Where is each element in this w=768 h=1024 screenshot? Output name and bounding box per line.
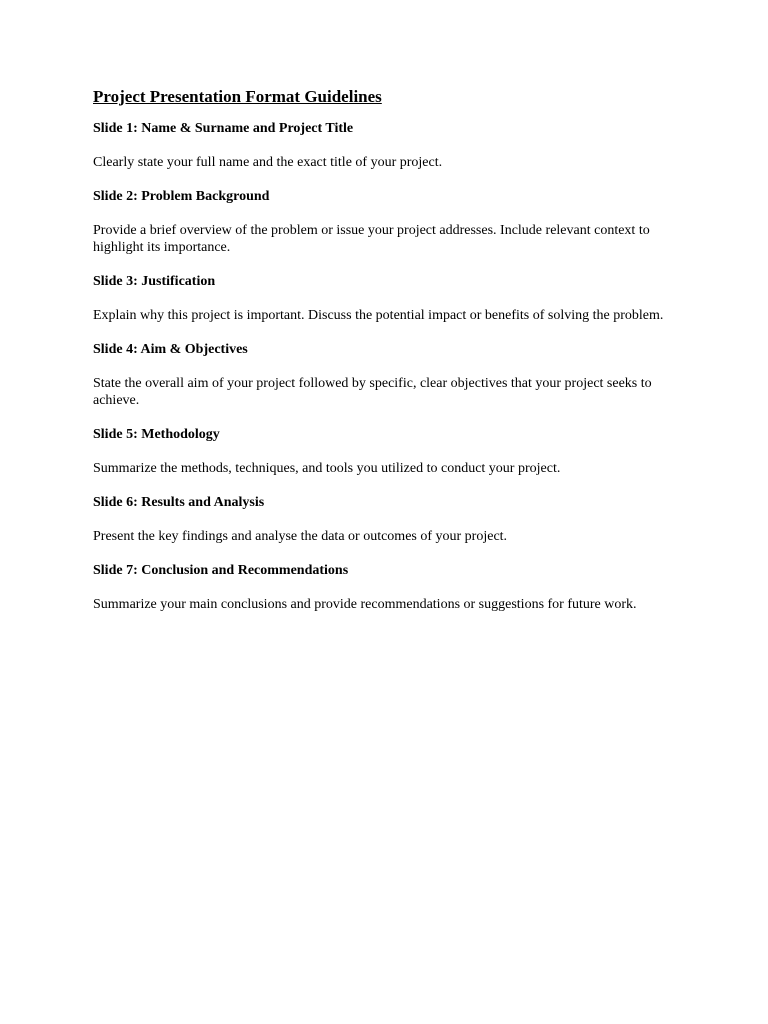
section-body-slide-1: Clearly state your full name and the exact title of your project.: [93, 155, 443, 170]
section-body-slide-4: State the overall aim of your project followed by specific, clear objectives that your project seeks to achieve.: [93, 376, 652, 408]
section-heading-slide-1: Slide 1: Name & Surname and Project Title: [93, 121, 354, 136]
section-heading-slide-2: Slide 2: Problem Background: [93, 189, 270, 204]
section-body-slide-6: Present the key findings and analyse the data or outcomes of your project.: [93, 529, 508, 544]
section-heading-slide-4: Slide 4: Aim & Objectives: [93, 342, 248, 357]
section-body-slide-3: Explain why this project is important. Discuss the potential impact or benefits of solving the problem.: [93, 308, 664, 323]
section-heading-slide-7: Slide 7: Conclusion and Recommendations: [93, 563, 349, 578]
page-title: Project Presentation Format Guidelines: [93, 87, 382, 106]
section-heading-slide-5: Slide 5: Methodology: [93, 427, 220, 442]
section-list: [93, 120, 678, 613]
section-body-slide-5: Summarize the methods, techniques, and tools you utilized to conduct your project.: [93, 461, 561, 476]
section-heading-slide-6: Slide 6: Results and Analysis: [93, 495, 265, 510]
section-body-slide-7: Summarize your main conclusions and provide recommendations or suggestions for future work.: [93, 597, 637, 612]
section-heading-slide-3: Slide 3: Justification: [93, 274, 216, 289]
section-body-slide-2: Provide a brief overview of the problem or issue your project addresses. Include relevant context to highlight its importance.: [93, 223, 650, 255]
